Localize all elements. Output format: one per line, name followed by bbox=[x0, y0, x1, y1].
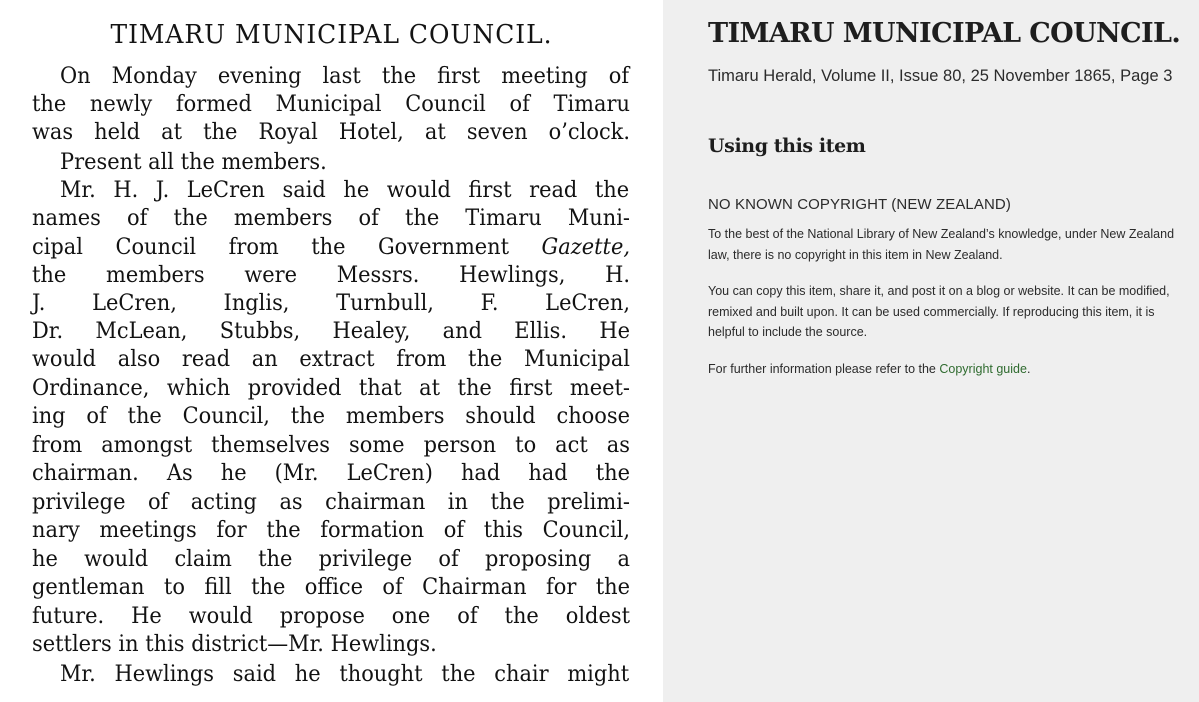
clipping-line: names of the members of the Timaru Muni- bbox=[32, 205, 630, 231]
clipping-headline: TIMARU MUNICIPAL COUNCIL. bbox=[110, 20, 553, 50]
clipping-line: J. LeCren, Inglis, Turnbull, F. LeCren, bbox=[32, 290, 630, 316]
clipping-line: the members were Messrs. Hewlings, H. bbox=[32, 262, 630, 288]
item-info-panel bbox=[663, 0, 1199, 702]
clipping-line: On Monday evening last the first meeting of bbox=[60, 63, 630, 89]
clipping-line: Dr. McLean, Stubbs, Healey, and Ellis. He bbox=[32, 318, 630, 344]
item-citation: Timaru Herald, Volume II, Issue 80, 25 November 1865, Page 3 bbox=[708, 67, 1173, 85]
clipping-line: ing of the Council, the members should choose bbox=[32, 403, 630, 429]
item-title: TIMARU MUNICIPAL COUNCIL. bbox=[708, 18, 1181, 49]
clipping-line: Present all the members. bbox=[60, 149, 327, 175]
license-paragraph-permissions: You can copy this item, share it, and post it on a blog or website. It can be modified, remixed and built upon. It can be used commercially. If reproducing this item, it is helpful to include the source. bbox=[708, 284, 1170, 339]
clipping-line: privilege of acting as chairman in the prelimi- bbox=[32, 489, 630, 515]
clipping-line: Mr. H. J. LeCren said he would first read the bbox=[60, 177, 630, 203]
clipping-line: nary meetings for the formation of this Council, bbox=[32, 517, 630, 543]
clipping-line: would also read an extract from the Municipal bbox=[32, 346, 630, 372]
clipping-gazette-word: Gazette, bbox=[541, 234, 631, 260]
clipping-line-text: cipal Council from the Government bbox=[32, 234, 510, 260]
further-information-paragraph bbox=[708, 359, 1178, 380]
license-paragraph-nz-law: To the best of the National Library of New Zealand’s knowledge, under New Zealand law, there is no copyright in this item in New Zealand. bbox=[708, 227, 1175, 262]
clipping-line: future. He would propose one of the oldest bbox=[32, 603, 630, 629]
clipping-line: Mr. Hewlings said he thought the chair might bbox=[60, 661, 630, 687]
clipping-line: he would claim the privilege of proposing a bbox=[32, 546, 630, 572]
clipping-line: Ordinance, which provided that at the first meet- bbox=[32, 375, 630, 401]
clipping-line: settlers in this district—Mr. Hewlings. bbox=[32, 631, 437, 657]
clipping-line: the newly formed Municipal Council of Timaru bbox=[32, 91, 630, 117]
further-information-period: . bbox=[1026, 362, 1031, 376]
clipping-line: was held at the Royal Hotel, at seven o’clock. bbox=[32, 119, 630, 145]
copyright-guide-link[interactable]: Copyright guide bbox=[939, 362, 1027, 376]
license-heading: NO KNOWN COPYRIGHT (NEW ZEALAND) bbox=[708, 196, 1011, 213]
clipping-line: chairman. As he (Mr. LeCren) had had the bbox=[32, 460, 630, 486]
using-this-item-heading: Using this item bbox=[708, 135, 866, 157]
clipping-line bbox=[32, 233, 630, 261]
clipping-line: from amongst themselves some person to act as bbox=[32, 432, 630, 458]
clipping-line: gentleman to fill the office of Chairman for the bbox=[32, 574, 630, 600]
further-information-text: For further information please refer to the bbox=[708, 362, 940, 376]
